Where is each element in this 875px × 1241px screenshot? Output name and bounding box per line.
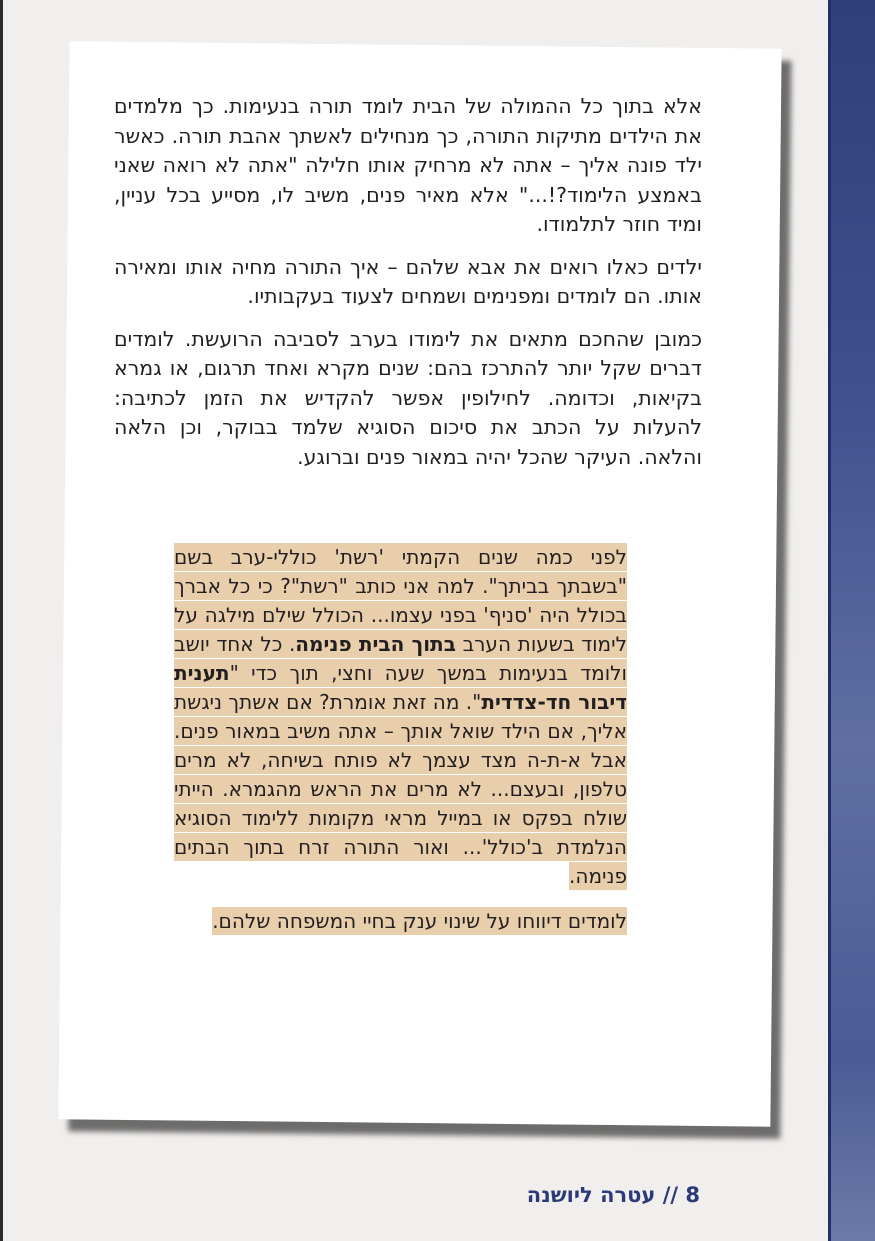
sidebar-text-d: לומדים דיווחו על שינוי ענק בחיי המשפחה שלהם.: [212, 909, 627, 933]
sidebar-bold-2: תענית דיבור חד-צדדית: [174, 661, 627, 714]
paragraph-1: אלא בתוך כל ההמולה של הבית לומד תורה בנעימות. כך מלמדים את הילדים מתיקות התורה, כך מנחילים לאשתך אהבת תורה. כאשר ילד פונה אליך – אתה לא מרחיק אותו חלילה "אתה לא רואה שאני באמצע הלימוד?!..." אלא מאיר פנים, משיב לו, מסייע בכל עניין, ומיד חוזר לתלמודו.: [114, 94, 702, 236]
page-left-border: [0, 0, 3, 1241]
paragraph-2: ילדים כאלו רואים את אבא שלהם – איך התורה מחיה אותו ומאירה אותו. הם לומדים ומפנימים ושמחים לצעוד בעקבותיו.: [114, 254, 702, 308]
highlighted-sidebar: [174, 543, 627, 952]
sidebar-paragraph-2: [174, 907, 627, 936]
page-number: 8: [685, 1183, 700, 1207]
page-footer: [480, 1183, 700, 1207]
article-body: [114, 92, 702, 485]
cover-image-strip: [828, 0, 875, 1241]
publication-title: עטרה ליושנה: [526, 1183, 656, 1207]
paragraph-3: כמובן שהחכם מתאים את לימודו בערב לסביבה הרועשת. לומדים דברים שקל יותר להתרכז בהם: שנים מקרא ואחד תרגום, או גמרא בקיאות, וכדומה. לחילופין אפשר להקדיש את הזמן לכתיבה: להעלות על הכתב את סיכום הסוגיא שלמד בבוקר, וכן הלאה והלאה. העיקר שהכל יהיה במאור פנים וברוגע.: [114, 326, 702, 469]
sidebar-text-b: . כל אחד יושב ולומד בנעימות במשך שעה וחצי, תוך כדי ": [174, 632, 627, 685]
footer-separator: //: [662, 1183, 679, 1207]
sidebar-paragraph-1: [174, 543, 627, 891]
sidebar-text-a: לפני כמה שנים הקמתי 'רשת' כוללי-ערב בשם "בשבתך בביתך". למה אני כותב "רשת"? כי כל אברך בכולל היה 'סניף' בפני עצמו... הכולל שילם מילגה על לימוד בשעות הערב: [174, 545, 627, 656]
sidebar-text-c: ". מה זאת אומרת? אם אשתך ניגשת אליך, אם הילד שואל אותך – אתה משיב במאור פנים. אבל א-ת-ה מצד עצמך לא פותח בשיחה, לא מרים טלפון, ובעצם... לא מרים את הראש מהגמרא. הייתי שולח בפקס או במייל מראי מקומות ללימוד הסוגיא הנלמדת ב'כולל'... ואור התורה זרח בתוך הבתים פנימה.: [174, 690, 627, 888]
sidebar-bold-1: בתוך הבית פנימה: [295, 632, 456, 656]
